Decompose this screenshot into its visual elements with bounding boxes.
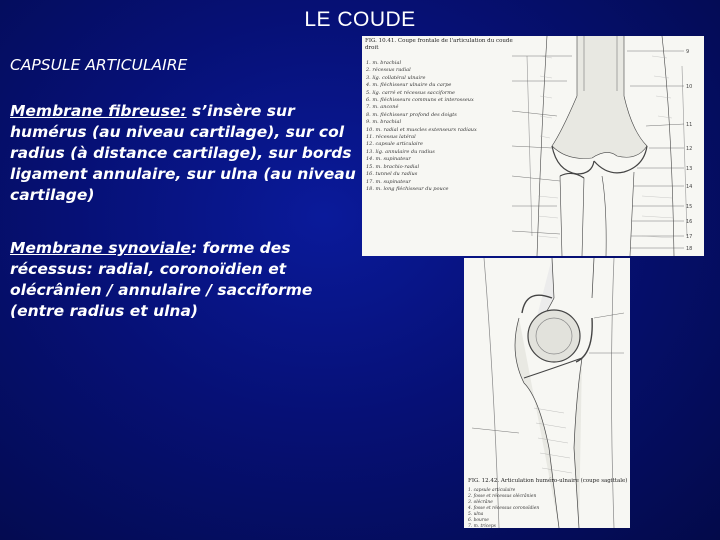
figure-number-label: 14: [686, 184, 693, 190]
fibrous-membrane-paragraph: [10, 101, 365, 206]
legend-item: 3. olécrâne: [468, 500, 493, 505]
legend-item: 15. m. brachio-radial: [366, 163, 420, 170]
legend-item: 5. ulna: [468, 512, 484, 517]
figure2-caption: FIG. 12.42. Articulation huméro-ulnaire (coupe sagittale): [468, 478, 628, 484]
slide-title: LE COUDE: [304, 8, 416, 31]
legend-item: 5. lig. carré et récessus sacciforme: [366, 89, 455, 96]
frontal-section-drawing: [362, 36, 704, 256]
synovial-membrane-text: : forme des récessus: radial, coronoïdien et olécrânien / annulaire / sacciforme (entre radius et ulna): [10, 239, 313, 320]
figure-number-label: 10: [686, 84, 693, 90]
legend-item: 13. lig. annulaire du radius: [366, 148, 435, 155]
synovial-membrane-label: Membrane synoviale: [10, 239, 191, 257]
legend-item: 6. bourse: [468, 518, 489, 523]
frontal-section-figure: [362, 36, 704, 256]
legend-item: 1. capsule articulaire: [468, 488, 516, 493]
figure-number-label: 11: [686, 122, 693, 128]
legend-item: 14. m. supinateur: [366, 156, 411, 163]
legend-item: 8. m. fléchisseur profond des doigts: [366, 111, 457, 118]
sagittal-section-figure: [464, 258, 630, 528]
fibrous-membrane-text: s’insère sur humérus (au niveau cartilage), sur col radius (à distance cartilage), sur bords ligament annulaire, sur ulna (au niveau cartilage): [10, 102, 356, 204]
figure-number-label: 13: [686, 166, 693, 172]
figure-number-label: 16: [686, 219, 693, 225]
figure-number-label: 9: [686, 49, 690, 55]
figure-number-label: 12: [686, 146, 693, 152]
legend-item: 4. fosse et récessus coronoïdien: [468, 506, 540, 511]
legend-item: 7. m. triceps: [468, 524, 496, 528]
figure-number-label: 17: [686, 234, 693, 240]
fibrous-membrane-label: Membrane fibreuse:: [10, 102, 187, 120]
legend-item: 2. récessus radial: [366, 67, 411, 74]
legend-item: 6. m. fléchisseurs communs et interosseux: [366, 97, 474, 104]
legend-item: 7. m. anconé: [366, 104, 399, 111]
legend-item: 10. m. radial et muscles extenseurs radiaux: [366, 126, 477, 133]
legend-item: 9. m. brachial: [366, 119, 402, 126]
legend-item: 11. récessus latéral: [366, 134, 416, 141]
legend-item: 17. m. supinateur: [366, 178, 411, 185]
figure2-legend: [468, 488, 628, 528]
section-heading: CAPSULE ARTICULAIRE: [10, 56, 188, 74]
legend-item: 4. m. fléchisseur ulnaire du carpe: [366, 82, 452, 89]
legend-item: 16. tunnel du radius: [366, 171, 418, 178]
legend-item: 12. capsule articulaire: [366, 141, 423, 148]
figure-number-label: 15: [686, 204, 693, 210]
legend-item: 3. lig. collatéral ulnaire: [366, 74, 426, 81]
legend-item: 18. m. long fléchisseur du pouce: [366, 185, 449, 192]
synovial-membrane-paragraph: [10, 238, 365, 322]
figure1-caption: FIG. 10.41. Coupe frontale de l'articulation du coude droit: [365, 38, 513, 51]
legend-item: 1. m. brachial: [366, 60, 402, 66]
figure-number-label: 18: [686, 246, 693, 252]
legend-item: 2. fosse et récessus olécrânien: [468, 494, 537, 499]
